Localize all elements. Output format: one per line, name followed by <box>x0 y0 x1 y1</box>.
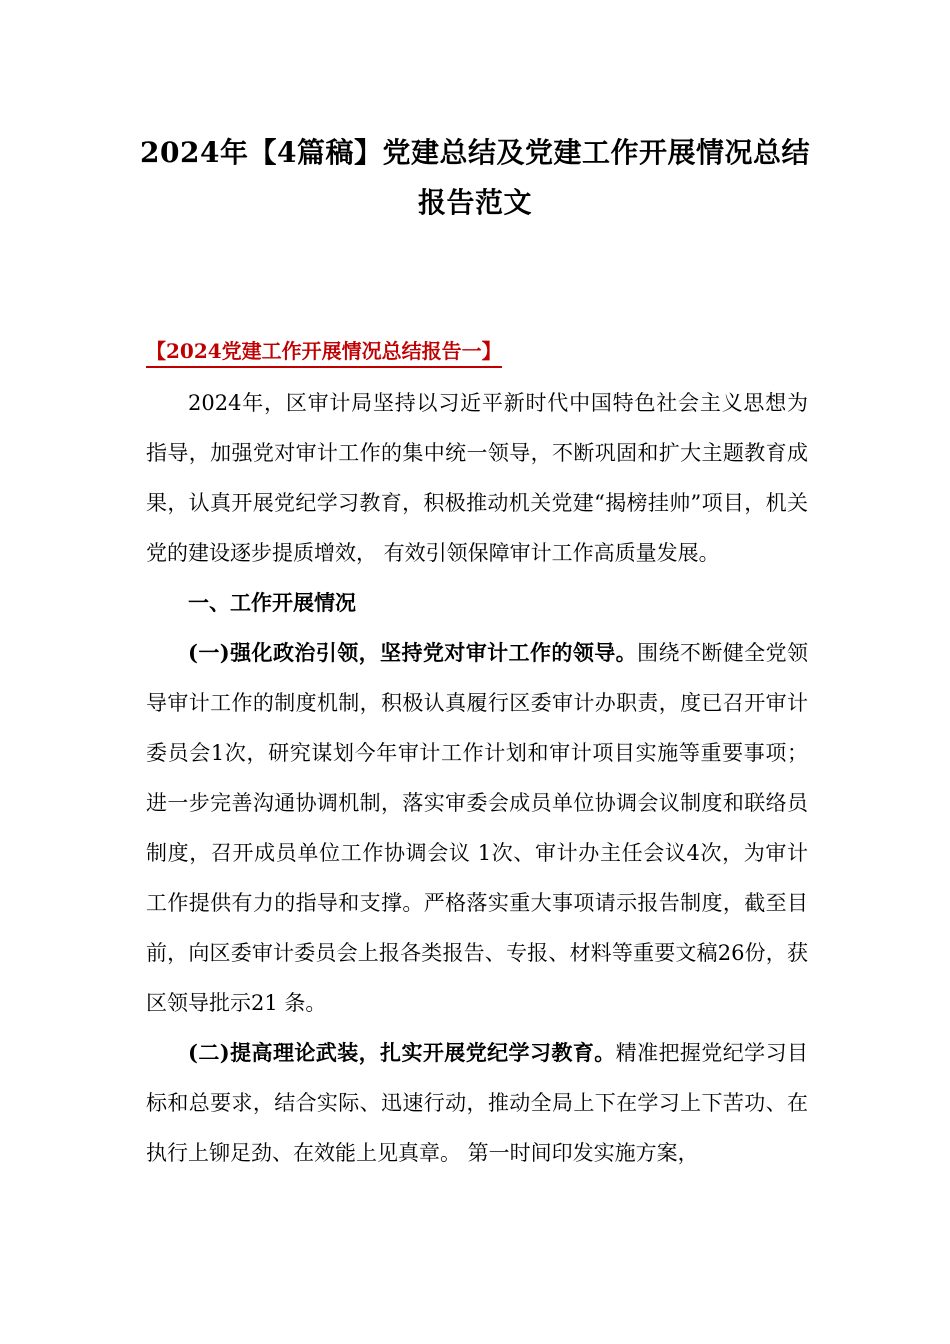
document-title <box>120 128 830 228</box>
item-two-paragraph <box>146 1028 808 1178</box>
document-body <box>146 378 808 1178</box>
section-heading: 【2024党建工作开展情况总结报告一】 <box>146 336 502 368</box>
item-one-paragraph <box>146 628 808 1028</box>
item-two-lead: (二)提高理论武装，扎实开展党纪学习教育。 <box>188 1040 616 1065</box>
document-title-line-1: 2024年【4篇稿】党建总结及党建工作开展情况总结 <box>140 136 810 169</box>
part-one-heading: 一、工作开展情况 <box>188 590 356 615</box>
intro-paragraph: 2024年，区审计局坚持以习近平新时代中国特色社会主义思想为指导，加强党对审计工作的集中统一领导，不断巩固和扩大主题教育成果，认真开展党纪学习教育，积极推动机关党建“揭榜挂帅”项目，机关党的建设逐步提质增效， 有效引领保障审计工作高质量发展。 <box>146 391 808 565</box>
document-title-line-2: 报告范文 <box>417 186 532 219</box>
item-two-body: 精准把握党纪学习目标和总要求，结合实际、迅速行动，推动全局上下在学习上下苦功、在执行上铆足劲、在效能上见真章。 第一时间印发实施方案， <box>146 1041 809 1165</box>
item-one-lead: (一)强化政治引领，坚持党对审计工作的领导。 <box>188 640 638 665</box>
item-one-body: 围绕不断健全党领导审计工作的制度机制，积极认真履行区委审计办职责，度已召开审计委员会1次，研究谋划今年审计工作计划和审计项目实施等重要事项；进一步完善沟通协调机制，落实审委会成员单位协调会议制度和联络员制度，召开成员单位工作协调会议 1次、审计办主任会议4次，为审计工作提供有力的指导和支撑。严格落实重大事项请示报告制度，截至目前，向区委审计委员会上报各类报告、专报、材料等重要文稿26份，获区领导批示21 条。 <box>146 641 809 1015</box>
